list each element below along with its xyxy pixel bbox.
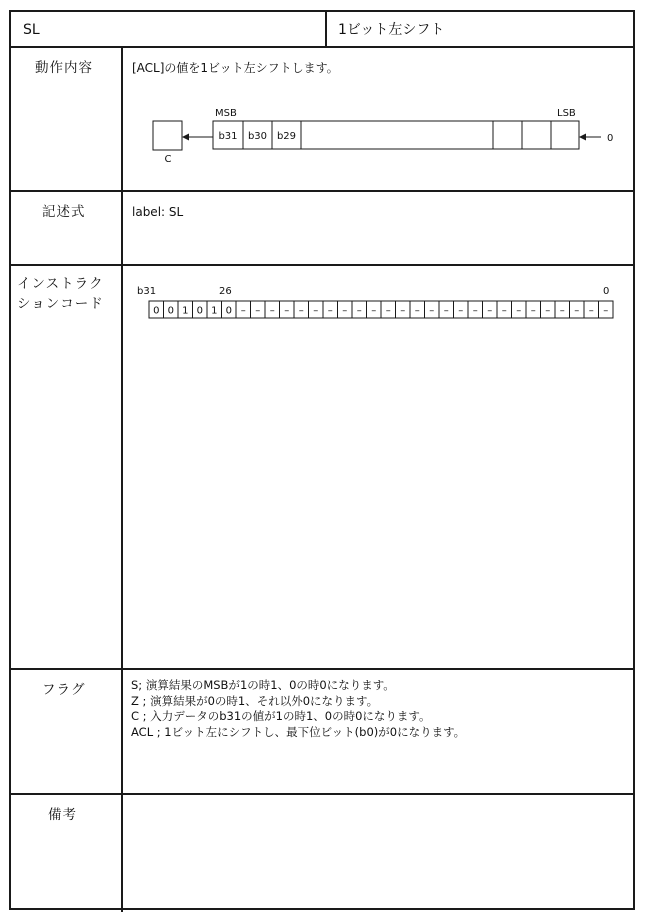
- mnemonic: SL: [23, 22, 40, 38]
- register-cell-b31: b31: [218, 131, 238, 142]
- row-divider: [11, 190, 633, 192]
- bit-value: –: [501, 305, 507, 317]
- bit-value: 1: [211, 305, 218, 317]
- bit-value: 1: [182, 305, 189, 317]
- bit-value: –: [487, 305, 493, 317]
- row-divider: [11, 46, 633, 48]
- bit-value: –: [472, 305, 478, 317]
- carry-arrow-head: [182, 134, 189, 141]
- bit-value: –: [603, 305, 609, 317]
- bit-value: –: [371, 305, 377, 317]
- bit-value: –: [545, 305, 551, 317]
- instruction-code-label-line1: インストラク: [17, 276, 104, 292]
- header-divider: [325, 12, 327, 47]
- bit-value: –: [443, 305, 449, 317]
- flags-list: [131, 678, 465, 740]
- bit-value: –: [385, 305, 391, 317]
- bit-value: –: [458, 305, 464, 317]
- register-cell-b30: b30: [247, 131, 268, 142]
- bit-value: –: [400, 305, 406, 317]
- input-arrow-head: [579, 134, 586, 141]
- bit-value: –: [342, 305, 348, 317]
- bit-value: –: [356, 305, 362, 317]
- carry-label: C: [164, 154, 172, 165]
- bit-value: –: [429, 305, 435, 317]
- bit-value: –: [559, 305, 565, 317]
- bit-low-label: 0: [603, 286, 610, 297]
- flag-s: S; 演算結果のMSBが1の時1、0の時0になります。: [131, 678, 395, 692]
- instruction-bitfield: [135, 282, 625, 324]
- input-value: 0: [607, 133, 614, 144]
- flag-c: C ; 入力データのb31の値が1の時1、0の時0になります。: [131, 709, 431, 723]
- register-cell-b29: b29: [276, 131, 297, 142]
- syntax-label: 記述式: [42, 204, 86, 220]
- bit-value: –: [530, 305, 536, 317]
- bit-value: –: [588, 305, 594, 317]
- bit-value: 0: [153, 305, 160, 317]
- bit-value: 0: [167, 305, 174, 317]
- lsb-label: LSB: [557, 108, 576, 119]
- flags-label: フラグ: [42, 682, 86, 698]
- bit-value: –: [516, 305, 522, 317]
- operation-description: [ACL]の値を1ビット左シフトします。: [132, 61, 339, 75]
- instruction-title: 1ビット左シフト: [338, 22, 445, 38]
- bit-value: –: [269, 305, 275, 317]
- remarks-label: 備考: [48, 807, 77, 823]
- row-divider: [11, 793, 633, 795]
- bit-value: –: [313, 305, 319, 317]
- bit-value: –: [240, 305, 246, 317]
- row-divider: [11, 264, 633, 266]
- bit-value: –: [255, 305, 261, 317]
- msb-label: MSB: [215, 108, 237, 119]
- bit-mid-label: 26: [219, 286, 232, 297]
- syntax-text: label: SL: [132, 205, 184, 219]
- bit-value: –: [414, 305, 420, 317]
- operation-label: 動作内容: [35, 60, 93, 76]
- flag-z: Z ; 演算結果が0の時1、それ以外0になります。: [131, 693, 379, 708]
- bit-value: 0: [196, 305, 203, 317]
- bit-value: –: [298, 305, 304, 317]
- instruction-code-label-line2: ションコード: [17, 296, 104, 312]
- register-box: [213, 121, 579, 149]
- row-divider: [11, 668, 633, 670]
- bit-value: –: [574, 305, 580, 317]
- instruction-sheet: [9, 10, 635, 910]
- bit-value: –: [284, 305, 290, 317]
- shift-diagram: [123, 102, 633, 177]
- bit-value: –: [327, 305, 333, 317]
- flag-acl: ACL ; 1ビット左にシフトし、最下位ビット(b0)が0になります。: [131, 724, 466, 739]
- carry-box: [153, 121, 182, 150]
- bit-value: 0: [225, 305, 232, 317]
- bit-high-label: b31: [137, 286, 157, 297]
